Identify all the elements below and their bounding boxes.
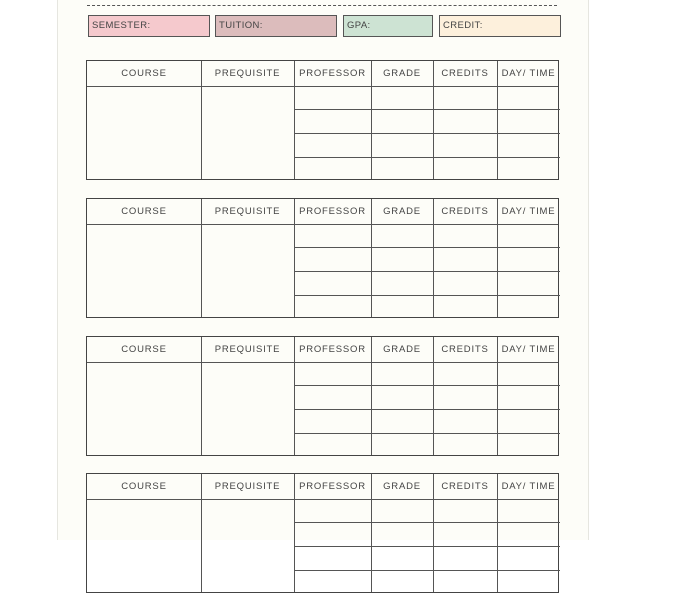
column-header-professor: PROFESSOR (299, 68, 366, 79)
column-divider (294, 61, 295, 179)
column-header-grade: GRADE (383, 344, 421, 355)
credit-label: CREDIT: (443, 20, 483, 31)
column-divider (201, 61, 202, 179)
credit-field[interactable] (439, 15, 561, 37)
row-divider (294, 385, 560, 386)
row-divider (294, 133, 560, 134)
row-divider (294, 271, 560, 272)
column-divider (433, 337, 434, 455)
row-divider (294, 247, 560, 248)
column-divider (433, 199, 434, 317)
row-divider (294, 295, 560, 296)
column-header-day-time: DAY/ TIME (501, 68, 556, 79)
row-divider (294, 546, 560, 547)
course-table (86, 336, 559, 456)
column-divider (433, 61, 434, 179)
column-divider (371, 474, 372, 592)
column-header-course: COURSE (121, 344, 167, 355)
row-divider (294, 433, 560, 434)
column-divider (294, 337, 295, 455)
semester-field[interactable] (88, 15, 210, 37)
column-header-course: COURSE (121, 206, 167, 217)
column-divider (497, 61, 498, 179)
column-divider (497, 474, 498, 592)
column-header-credits: CREDITS (441, 206, 489, 217)
column-divider (201, 199, 202, 317)
header-divider (87, 224, 558, 225)
column-header-prequisite: PREQUISITE (214, 68, 281, 79)
row-divider (294, 570, 560, 571)
column-header-prequisite: PREQUISITE (214, 344, 281, 355)
row-divider (294, 409, 560, 410)
column-divider (497, 199, 498, 317)
column-divider (201, 474, 202, 592)
semester-label: SEMESTER: (92, 20, 151, 31)
column-header-professor: PROFESSOR (299, 344, 366, 355)
header-divider (87, 362, 558, 363)
row-divider (294, 109, 560, 110)
column-header-professor: PROFESSOR (299, 206, 366, 217)
column-divider (371, 61, 372, 179)
tuition-field[interactable] (215, 15, 337, 37)
column-header-credits: CREDITS (441, 344, 489, 355)
course-table (86, 473, 559, 593)
tuition-label: TUITION: (219, 20, 263, 31)
column-divider (371, 337, 372, 455)
header-divider (87, 86, 558, 87)
dashed-divider (87, 5, 557, 6)
column-divider (497, 337, 498, 455)
column-header-day-time: DAY/ TIME (501, 206, 556, 217)
column-header-credits: CREDITS (441, 481, 489, 492)
column-header-credits: CREDITS (441, 68, 489, 79)
gpa-label: GPA: (347, 20, 371, 31)
column-divider (201, 337, 202, 455)
column-header-course: COURSE (121, 481, 167, 492)
column-header-grade: GRADE (383, 206, 421, 217)
column-header-course: COURSE (121, 68, 167, 79)
column-header-day-time: DAY/ TIME (501, 344, 556, 355)
column-header-day-time: DAY/ TIME (501, 481, 556, 492)
header-divider (87, 499, 558, 500)
course-table (86, 198, 559, 318)
column-header-grade: GRADE (383, 68, 421, 79)
column-header-professor: PROFESSOR (299, 481, 366, 492)
course-table (86, 60, 559, 180)
row-divider (294, 157, 560, 158)
column-divider (294, 474, 295, 592)
column-divider (294, 199, 295, 317)
column-header-grade: GRADE (383, 481, 421, 492)
column-header-prequisite: PREQUISITE (214, 481, 281, 492)
gpa-field[interactable] (343, 15, 433, 37)
column-header-prequisite: PREQUISITE (214, 206, 281, 217)
column-divider (371, 199, 372, 317)
column-divider (433, 474, 434, 592)
row-divider (294, 522, 560, 523)
